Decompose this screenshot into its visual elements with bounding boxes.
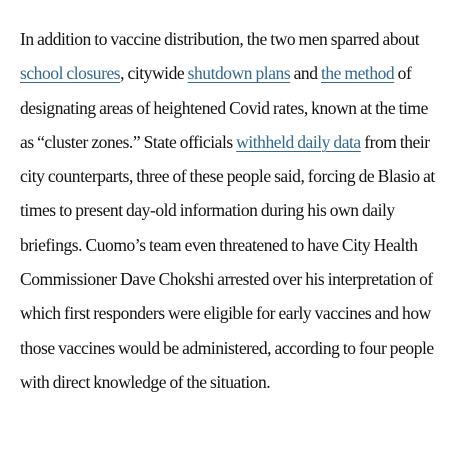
link-school-closures[interactable]: school closures <box>20 63 121 84</box>
link-the-method[interactable]: the method <box>320 63 395 84</box>
paragraph-text: of designating areas of heightened Covid rates, known at the time as “cluster zones.” State officials <box>20 63 428 152</box>
link-shutdown-plans[interactable]: shutdown plans <box>187 63 291 84</box>
text-line <box>20 22 444 399</box>
paragraph-text: and <box>290 63 321 84</box>
paragraph-text: In addition to vaccine distribution, the two men sparred about <box>20 29 420 49</box>
paragraph-text: from their city counterparts, three of these people said, forcing de Blasio at times to present day-old information during his own daily briefings. Cuomo’s team even threatened to have City Health Commissioner Dave Chokshi arrested over his interpretation of which first responders were eligible for early vaccines and how those vaccines would be administered, according to four people with direct knowledge of the situation. <box>20 131 435 392</box>
link-withheld-daily-data[interactable]: withheld daily data <box>236 131 361 152</box>
paragraph-text: , citywide <box>120 63 188 84</box>
article-paragraph <box>20 22 444 399</box>
article-body <box>20 22 444 399</box>
